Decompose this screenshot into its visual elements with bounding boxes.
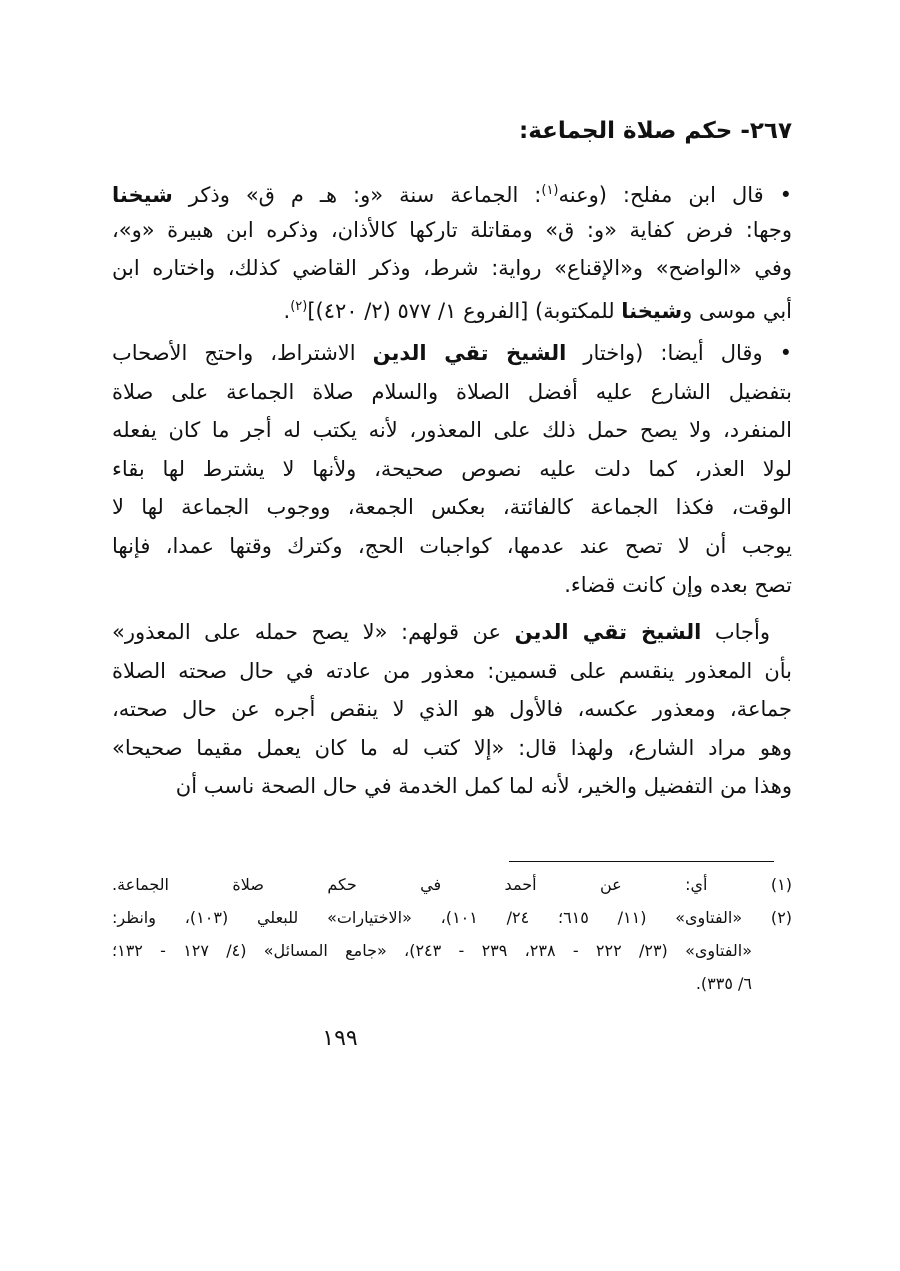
text-line (112, 527, 792, 565)
text-segment: عن قولهم: «لا يصح حمله على المعذور» (112, 620, 515, 644)
text-segment: وأجاب (701, 620, 770, 644)
bold-text: الشيخ تقي الدين (372, 341, 567, 365)
text-segment: بأن المعذور ينقسم على قسمين: معذور من عادته في حال صحته الصلاة (112, 658, 792, 683)
text-segment: الاشتراط، واحتج الأصحاب (112, 341, 373, 365)
text-segment: الوقت، فكذا الجماعة كالفائتة، بعكس الجمعة، ووجوب الجماعة لها لا (112, 495, 792, 520)
text-line (112, 334, 792, 372)
text-line (112, 288, 792, 326)
text-line (112, 249, 792, 287)
text-line (112, 690, 792, 728)
text-line (112, 652, 792, 690)
text-line (112, 211, 792, 249)
footnote-ref: (٢) (290, 298, 308, 314)
text-line (112, 613, 770, 651)
bold-text: الشيخ تقي الدين (514, 620, 702, 644)
text-segment: المنفرد، ولا يصح حمل ذلك على المعذور، لأنه يكتب له أجر ما كان يفعله (112, 418, 792, 443)
bold-text: شيخنا (621, 298, 683, 323)
text-segment: يوجب أن لا تصح عند عدمها، كواجبات الحج، وكترك وقتها عمدا، فإنها (112, 534, 792, 558)
text-segment: وفي «الواضح» و«الإقناع» رواية: شرط، وذكر القاضي كذلك، واختاره ابن (112, 256, 792, 281)
page-number: ١٩٩ (322, 1026, 358, 1051)
text-segment: وهذا من التفضيل والخير، لأنه لما كمل الخدمة في حال الصحة ناسب أن (175, 774, 792, 799)
text-segment: بتفضيل الشارع عليه أفضل الصلاة والسلام صلاة الجماعة على صلاة (112, 379, 792, 404)
footnote-divider (509, 861, 774, 862)
text-segment: تصح بعده وإن كانت قضاء. (564, 572, 792, 597)
footnote-1: (١) أي: عن أحمد في حكم صلاة الجماعة. (112, 875, 792, 894)
footnote-2-end: ٦/ ٣٣٥). (695, 974, 752, 993)
text-line (112, 450, 792, 488)
text-line (112, 767, 792, 805)
text-segment: . (283, 298, 291, 323)
text-line (112, 172, 792, 210)
text-line (112, 373, 792, 411)
text-segment: جماعة، ومعذور عكسه، فالأول هو الذي لا ينقص أجره عن حال صحته، (112, 697, 792, 722)
text-line (112, 411, 792, 449)
text-segment: • وقال أيضا: (واختار (566, 341, 792, 365)
text-segment: : الجماعة سنة «و: هـ م ق» وذكر (172, 183, 542, 207)
bold-text: شيخنا (112, 183, 173, 207)
text-segment: وهو مراد الشارع، ولهذا قال: «إلا كتب له ما كان يعمل مقيما صحيحا» (112, 735, 792, 760)
text-segment: وجها: فرض كفاية «و: ق» ومقاتلة تاركها كالأذان، وذكره ابن هبيرة «و»، (112, 217, 792, 242)
text-segment: للمكتوبة) [الفروع ١/ ٥٧٧ (٢/ ٤٢٠)] (307, 298, 622, 323)
text-line (112, 488, 792, 526)
text-line (112, 566, 792, 604)
section-heading: ٢٦٧- حكم صلاة الجماعة: (519, 118, 792, 144)
text-line (112, 729, 792, 767)
footnote-2: (٢) «الفتاوى» (١١/ ٦١٥؛ ٢٤/ ١٠١)، «الاختيارات» للبعلي (١٠٣)، وانظر: (112, 908, 793, 927)
text-segment: • قال ابن مفلح: (وعنه (558, 183, 792, 207)
footnote-2-cont: «الفتاوى» (٢٣/ ٢٢٢ - ٢٣٨، ٢٣٩ - ٢٤٣)، «جامع المسائل» (٤/ ١٢٧ - ١٣٢؛ (112, 941, 753, 960)
text-segment: لولا العذر، كما دلت عليه نصوص صحيحة، ولأنها لا يشترط لها بقاء (112, 456, 792, 481)
text-segment: أبي موسى و (682, 298, 792, 323)
footnote-ref: (١) (541, 183, 559, 198)
